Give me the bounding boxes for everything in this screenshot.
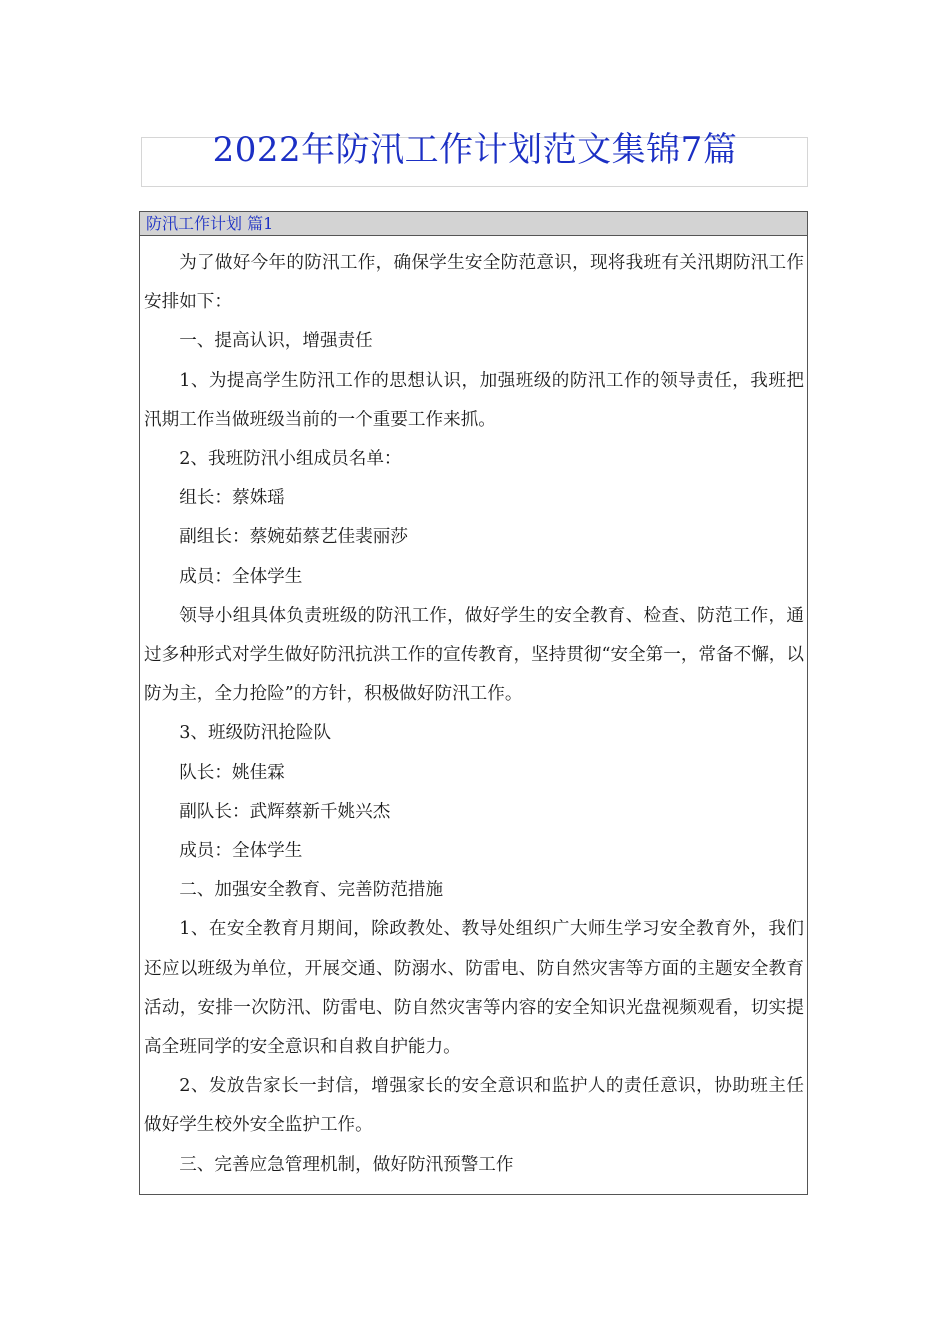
paragraph-intro: 为了做好今年的防汛工作，确保学生安全防范意识，现将我班有关汛期防汛工作安排如下：: [144, 253, 804, 313]
paragraph-item-1: 1、为提高学生防汛工作的思想认识，加强班级的防汛工作的领导责任，我班把汛期工作当做班级当前的一个重要工作来抓。: [144, 370, 804, 430]
section-panel: [139, 211, 808, 1195]
heading-raise-awareness: 一、提高认识，增强责任: [179, 331, 373, 352]
paragraph-deputy-leaders: 副组长：蔡婉茹蔡艺佳裴丽莎: [179, 527, 408, 548]
paragraph-team-members: 成员：全体学生: [179, 841, 303, 862]
paragraph-education-month: 1、在安全教育月期间，除政教处、教导处组织广大师生学习安全教育外，我们还应以班级为单位，开展交通、防溺水、防雷电、防自然灾害等方面的主题安全教育活动，安排一次防汛、防雷电、防自然灾害等内容的安全知识光盘视频观看，切实提高全班同学的安全意识和自救自护能力。: [144, 919, 804, 1058]
heading-emergency-management: 三、完善应急管理机制，做好防汛预警工作: [179, 1154, 514, 1175]
paragraph-group-duties: 领导小组具体负责班级的防汛工作，做好学生的安全教育、检查、防范工作，通过多种形式对学生做好防汛抗洪工作的宣传教育，坚持贯彻“安全第一，常备不懈，以防为主，全力抢险”的方针，积极做好防汛工作。: [144, 605, 804, 705]
paragraph-group-members: 成员：全体学生: [179, 566, 303, 587]
document-title: 2022年防汛工作计划范文集锦7篇: [212, 130, 738, 170]
section-body: [140, 236, 807, 1185]
section-header: 防汛工作计划 篇1: [140, 212, 807, 236]
heading-safety-education: 二、加强安全教育、完善防范措施: [179, 880, 444, 901]
paragraph-parent-letter: 2、发放告家长一封信，增强家长的安全意识和监护人的责任意识，协助班主任做好学生校外安全监护工作。: [144, 1076, 804, 1136]
paragraph-vice-captains: 副队长：武辉蔡新千姚兴杰: [179, 801, 391, 822]
paragraph-group-leader: 组长：蔡姝瑶: [179, 488, 285, 509]
paragraph-team-captain: 队长：姚佳霖: [179, 762, 285, 783]
paragraph-group-list: 2、我班防汛小组成员名单：: [179, 449, 402, 470]
paragraph-rescue-team: 3、班级防汛抢险队: [179, 723, 332, 744]
